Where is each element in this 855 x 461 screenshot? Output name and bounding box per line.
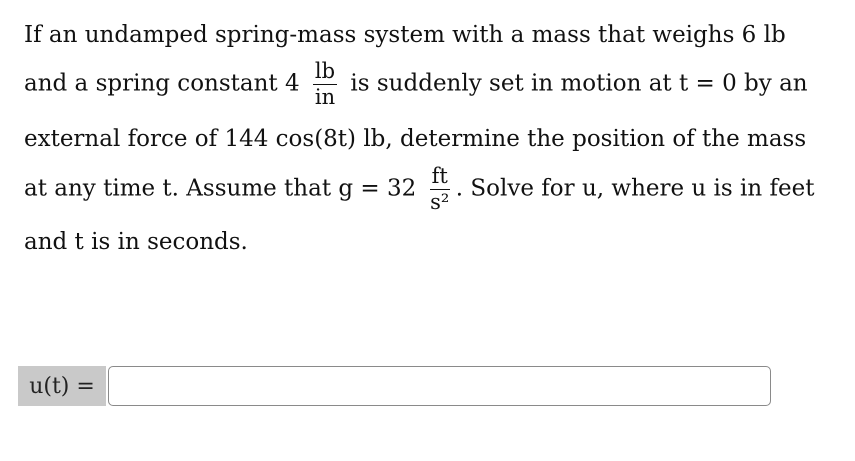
spring-constant-unit-fraction — [313, 61, 337, 108]
gravity-unit-fraction — [430, 166, 450, 213]
problem-line-2 — [24, 61, 808, 108]
gravity-unit-denominator: s² — [430, 190, 450, 214]
problem-line-5: and t is in seconds. — [24, 229, 248, 255]
spring-constant-text: and a spring constant 4 — [24, 70, 300, 97]
spring-unit-denominator: in — [314, 85, 336, 109]
problem-line-4 — [24, 166, 814, 213]
solve-for-text: . Solve for u, where u is in feet — [455, 175, 815, 202]
problem-line-1: If an undamped spring-mass system with a mass that weighs 6 lb — [24, 22, 786, 48]
answer-input[interactable] — [108, 366, 771, 406]
motion-start-text: is suddenly set in motion at t = 0 by an — [350, 70, 808, 97]
problem-line-3: external force of 144 cos(8t) lb, determine the position of the mass — [24, 126, 807, 152]
spring-unit-numerator: lb — [314, 59, 336, 83]
gravity-unit-numerator: ft — [431, 164, 448, 188]
answer-label: u(t) = — [18, 366, 106, 406]
gravity-text: at any time t. Assume that g = 32 — [24, 175, 417, 202]
answer-row — [18, 365, 771, 407]
